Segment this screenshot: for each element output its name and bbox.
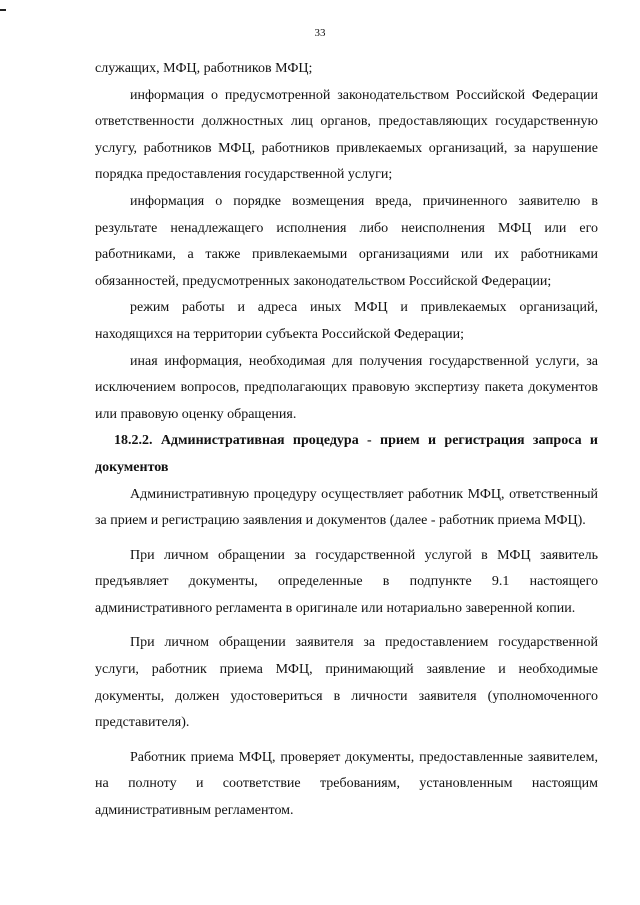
document-body: [95, 56, 598, 825]
section-heading: 18.2.2. Административная процедура - прием и регистрация запроса и документов: [95, 433, 598, 475]
scan-corner-mark: [0, 9, 6, 11]
paragraph-procedure-responsible: Административную процедуру осуществляет работник МФЦ, ответственный за прием и регистрацию заявления и документов (далее - работник приема МФЦ).: [95, 486, 598, 529]
page-number: 33: [314, 27, 326, 39]
paragraph-other-info: иная информация, необходимая для получения государственной услуги, за исключением вопросов, предполагающих правовую экспертизу пакета документов или правовую оценку обращения.: [95, 353, 598, 422]
paragraph-liability-info: информация о предусмотренной законодательством Российской Федерации ответственности должностных лиц органов, предоставляющих государственную услугу, работников МФЦ, работников привлекаемых организаций, за нарушение порядка предоставления государственной услуги;: [95, 87, 598, 183]
paragraph-continuation: служащих, МФЦ, работников МФЦ;: [95, 61, 313, 76]
paragraph-damage-compensation: информация о порядке возмещения вреда, причиненного заявителю в результате ненадлежащего исполнения либо неисполнения МФЦ или его работниками, а также привлекаемыми организациями или их работниками обязанностей, предусмотренных законодательством Российской Федерации;: [95, 193, 598, 289]
paragraph-personal-appeal: При личном обращении за государственной услугой в МФЦ заявитель предъявляет документы, определенные в подпункте 9.1 настоящего административного регламента в оригинале или нотариально заверенной копии.: [95, 547, 598, 616]
paragraph-identity-check: При личном обращении заявителя за предоставлением государственной услуги, работник приема МФЦ, принимающий заявление и необходимые документы, должен удостовериться в личности заявителя (уполномоченного представителя).: [95, 635, 598, 731]
paragraph-document-check: Работник приема МФЦ, проверяет документы, предоставленные заявителем, на полноту и соответствие требованиям, установленным настоящим административным регламентом.: [95, 749, 598, 819]
paragraph-office-hours: режим работы и адреса иных МФЦ и привлекаемых организаций, находящихся на территории субъекта Российской Федерации;: [95, 300, 598, 342]
